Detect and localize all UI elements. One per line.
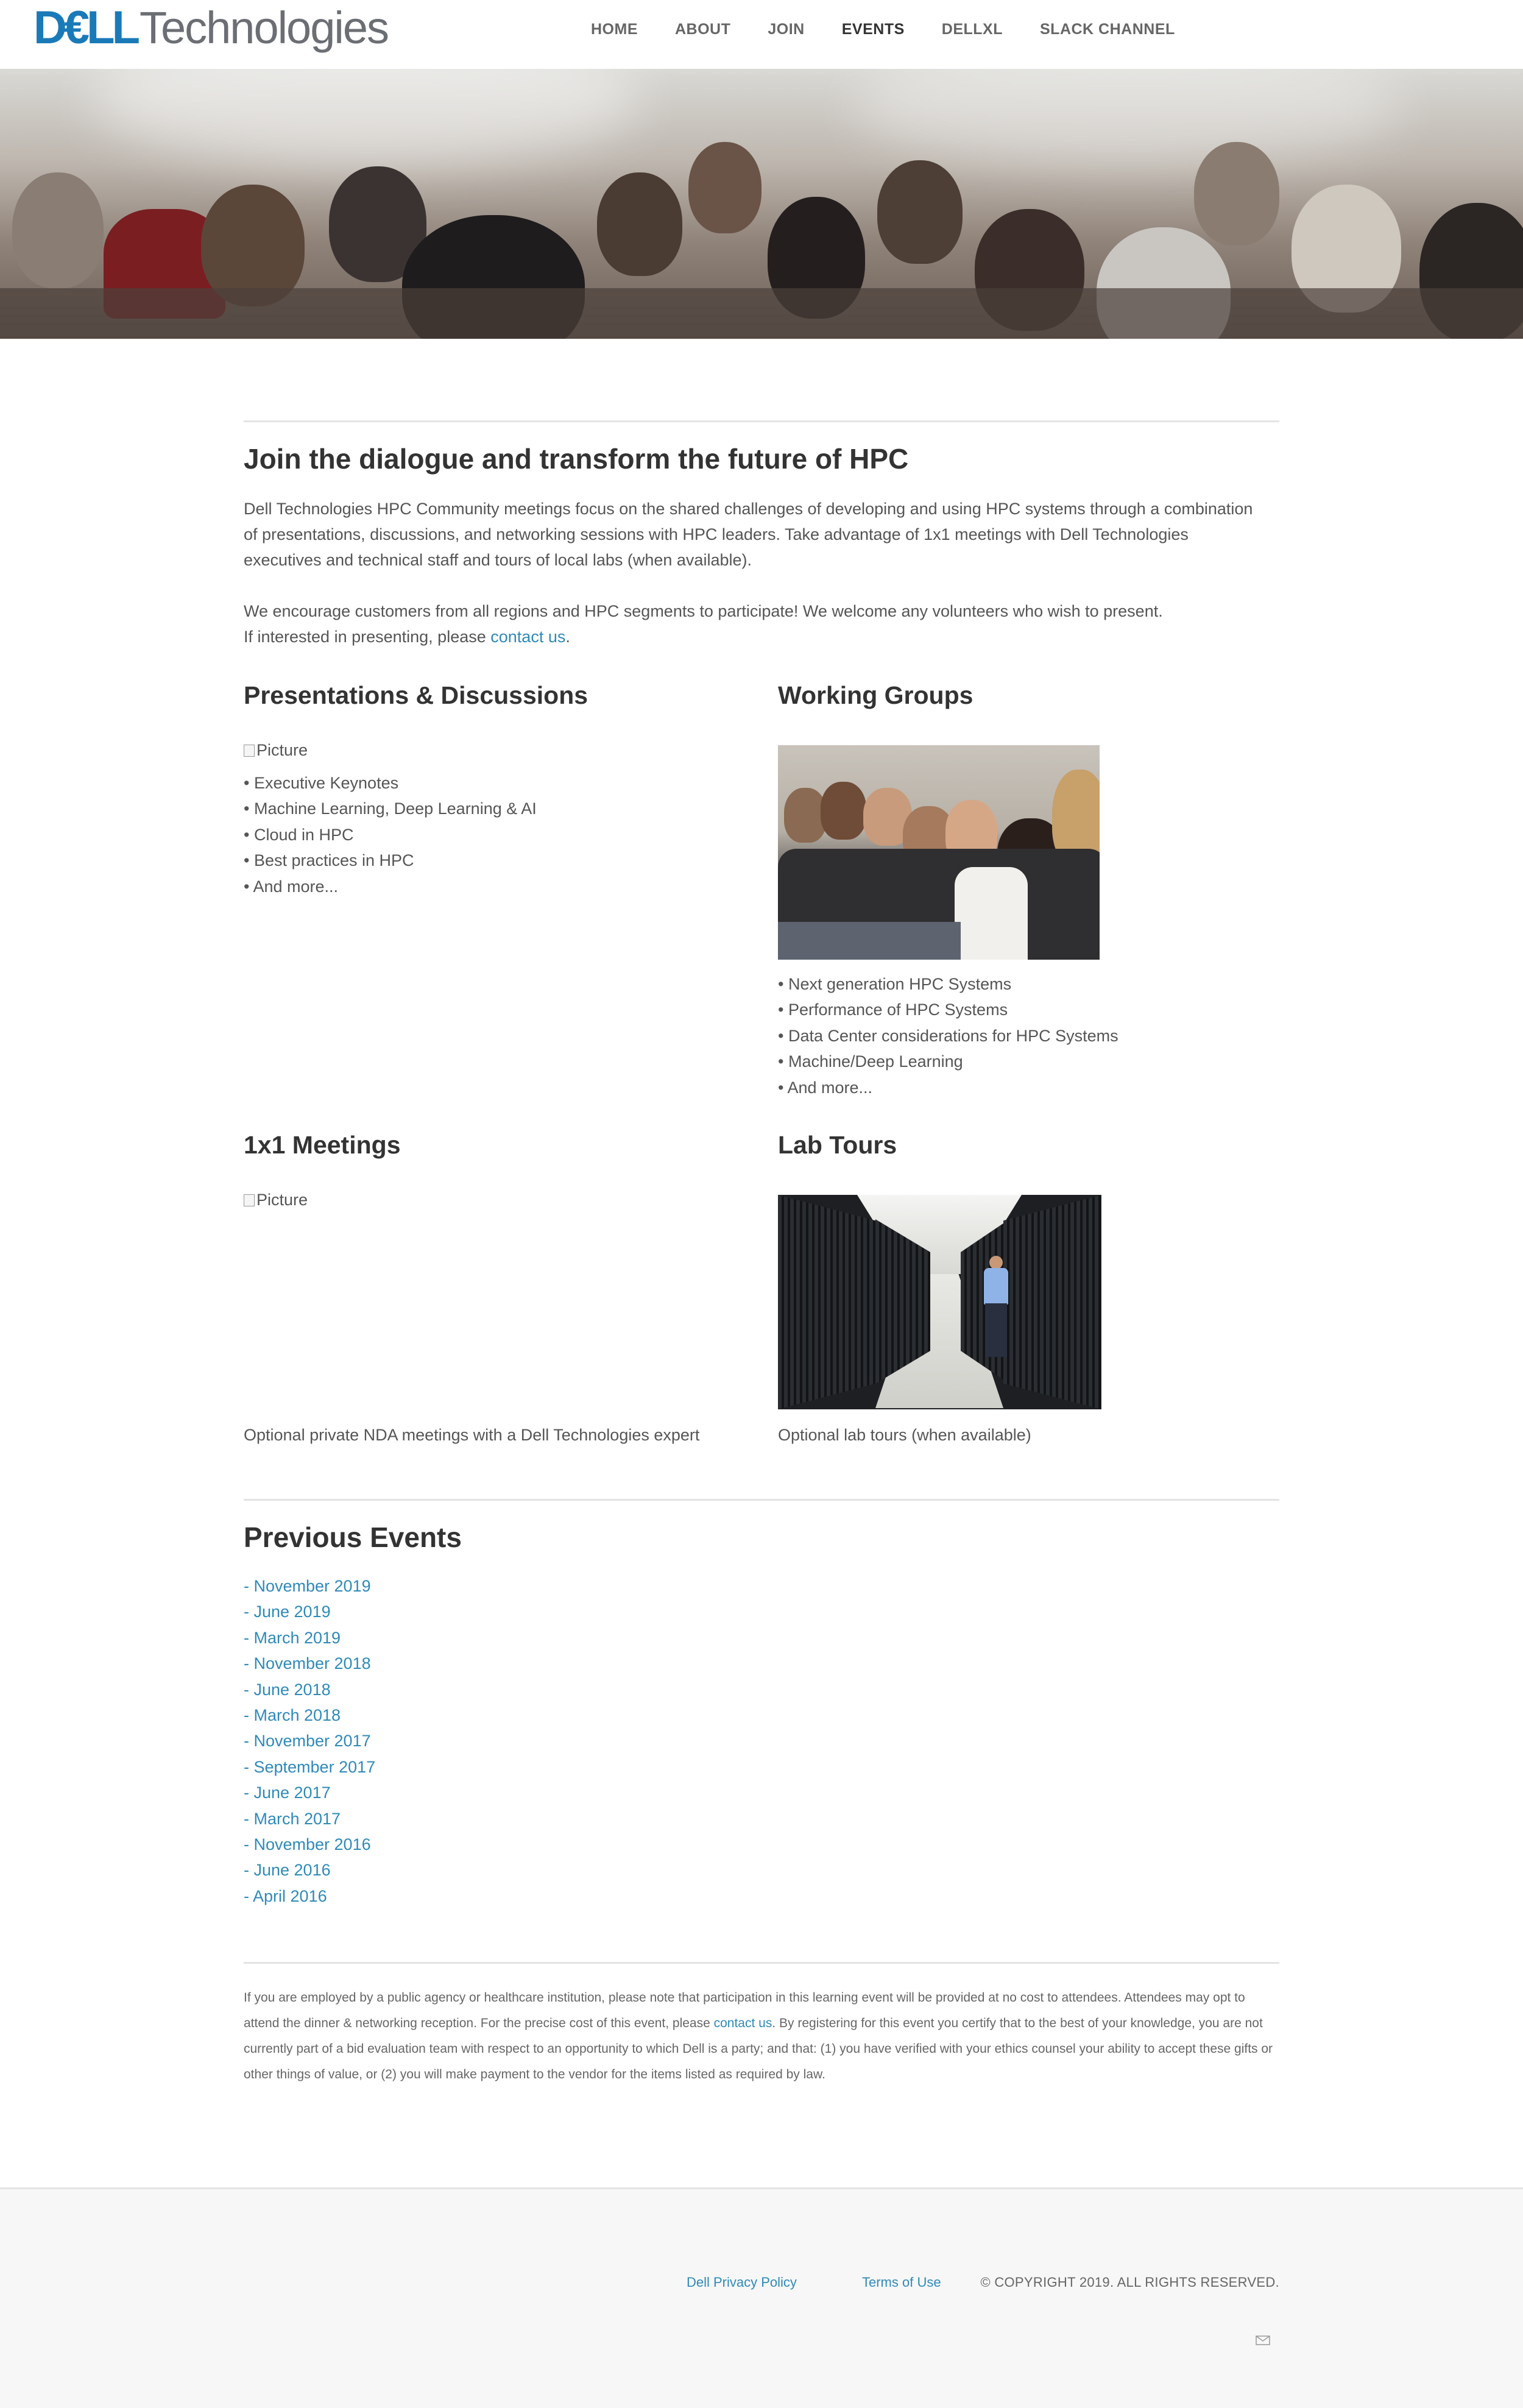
list-item [244,1754,375,1780]
broken-image-icon [244,1194,255,1206]
event-link-march-2018[interactable]: - March 2018 [244,1706,341,1725]
list-item [244,1780,375,1805]
working-groups-photo [778,745,1100,960]
disclaimer-part2: . By registering for this event you certify that to the best of your knowledge, you are not currently part of a bid evaluation team with respect to an opportunity to which Dell is a party; and that: (1) you have verified with your ethics counsel your ability to accept these gifts or other things of value, or (2) you will make payment to the vendor for the items listed as required by law. [244,2016,1273,2081]
site-header [0,0,1523,70]
event-link-june-2017[interactable]: - June 2017 [244,1783,331,1802]
list-item [244,1728,375,1754]
working-groups-title: Working Groups [778,681,974,709]
working-groups-list [778,971,1118,1100]
list-item [244,1883,375,1909]
list-item [244,1599,375,1624]
meetings-image-alt: Picture [256,1191,308,1209]
list-item: • Best practices in HPC [244,851,414,870]
intro-paragraph-2-prefix2: If interested in presenting, please [244,628,491,646]
privacy-policy-link[interactable]: Dell Privacy Policy [687,2275,797,2290]
terms-of-use-link[interactable]: Terms of Use [862,2275,941,2290]
nav-about[interactable]: ABOUT [675,20,731,38]
presentations-image-alt: Picture [256,741,308,759]
list-item [244,1702,375,1728]
list-item [244,1806,375,1832]
list-item: • And more... [244,877,339,896]
list-item: • Performance of HPC Systems [778,1000,1008,1019]
nav-events[interactable]: EVENTS [841,20,905,38]
list-item: • Data Center considerations for HPC Systems [778,1026,1118,1045]
event-link-june-2018[interactable]: - June 2018 [244,1680,331,1699]
lab-tours-photo [778,1195,1101,1409]
list-item: • Machine Learning, Deep Learning & AI [244,799,537,818]
event-link-november-2016[interactable]: - November 2016 [244,1835,371,1854]
intro-paragraph-2-line1: We encourage customers from all regions and HPC segments to participate! We welcome any volunteers who wish to present. [244,602,1163,620]
divider [244,1962,1279,1964]
main-nav [591,0,1212,58]
event-link-march-2019[interactable]: - March 2019 [244,1628,341,1647]
disclaimer-part1: If you are employed by a public agency or healthcare institution, please note that participation in this learning event will be provided at no cost to attendees. Attendees may opt to attend the dinner & networking reception. For the precise cost of this event, please [244,1991,1245,2030]
nav-slack-channel[interactable]: SLACK CHANNEL [1040,20,1175,38]
event-link-november-2019[interactable]: - November 2019 [244,1577,371,1595]
list-item: • And more... [778,1078,873,1097]
site-footer [0,2187,1523,2408]
list-item: • Next generation HPC Systems [778,975,1012,993]
list-item: • Machine/Deep Learning [778,1052,963,1071]
presentations-image [244,741,308,760]
previous-events-list [244,1573,375,1909]
event-link-march-2017[interactable]: - March 2017 [244,1809,341,1828]
meetings-title: 1x1 Meetings [244,1131,401,1159]
intro-paragraph-2-suffix: . [565,628,570,646]
nav-dellxl[interactable]: DELLXL [941,20,1003,38]
contact-us-link[interactable]: contact us [490,628,566,646]
intro-title: Join the dialogue and transform the future of HPC [244,443,909,475]
divider [244,420,1279,422]
dell-technologies-logo[interactable] [34,4,388,52]
nav-home[interactable]: HOME [591,20,638,38]
nav-join[interactable]: JOIN [768,20,805,38]
intro-paragraph-2 [244,598,1279,650]
hero-audience-image [0,69,1523,339]
presentations-list [244,770,537,899]
event-link-september-2017[interactable]: - September 2017 [244,1757,376,1776]
list-item [244,1625,375,1651]
broken-image-icon [244,745,255,757]
logo-dell: D€LL [34,2,137,54]
list-item [244,1651,375,1676]
lab-tours-title: Lab Tours [778,1131,897,1159]
event-link-june-2019[interactable]: - June 2019 [244,1602,331,1621]
disclaimer-contact-link[interactable]: contact us [713,2016,772,2030]
list-item [244,1573,375,1599]
event-link-november-2017[interactable]: - November 2017 [244,1732,371,1751]
lab-tours-caption: Optional lab tours (when available) [778,1426,1031,1444]
logo-technologies: Technologies [140,2,388,53]
event-link-november-2018[interactable]: - November 2018 [244,1654,371,1673]
disclaimer-text [244,1985,1279,2088]
meetings-image [244,1191,308,1209]
list-item [244,1832,375,1857]
event-link-june-2016[interactable]: - June 2016 [244,1861,331,1880]
presentations-title: Presentations & Discussions [244,681,588,709]
previous-events-title: Previous Events [244,1521,462,1553]
mail-icon[interactable] [1256,2335,1270,2345]
event-link-april-2016[interactable]: - April 2016 [244,1886,327,1905]
divider [244,1499,1279,1501]
list-item [244,1857,375,1883]
meetings-caption: Optional private NDA meetings with a Dell Technologies expert [244,1426,700,1444]
list-item: • Cloud in HPC [244,825,354,844]
list-item: • Executive Keynotes [244,774,399,792]
intro-paragraph: Dell Technologies HPC Community meetings focus on the shared challenges of developing and using HPC systems through a combination of presentations, discussions, and networking sessions with HPC leaders. Take advantage of 1x1 meetings with Dell Technologies executives and technical staff and tours of local labs (when available). [244,500,1253,569]
copyright-text: © COPYRIGHT 2019. ALL RIGHTS RESERVED. [980,2275,1279,2290]
list-item [244,1677,375,1702]
